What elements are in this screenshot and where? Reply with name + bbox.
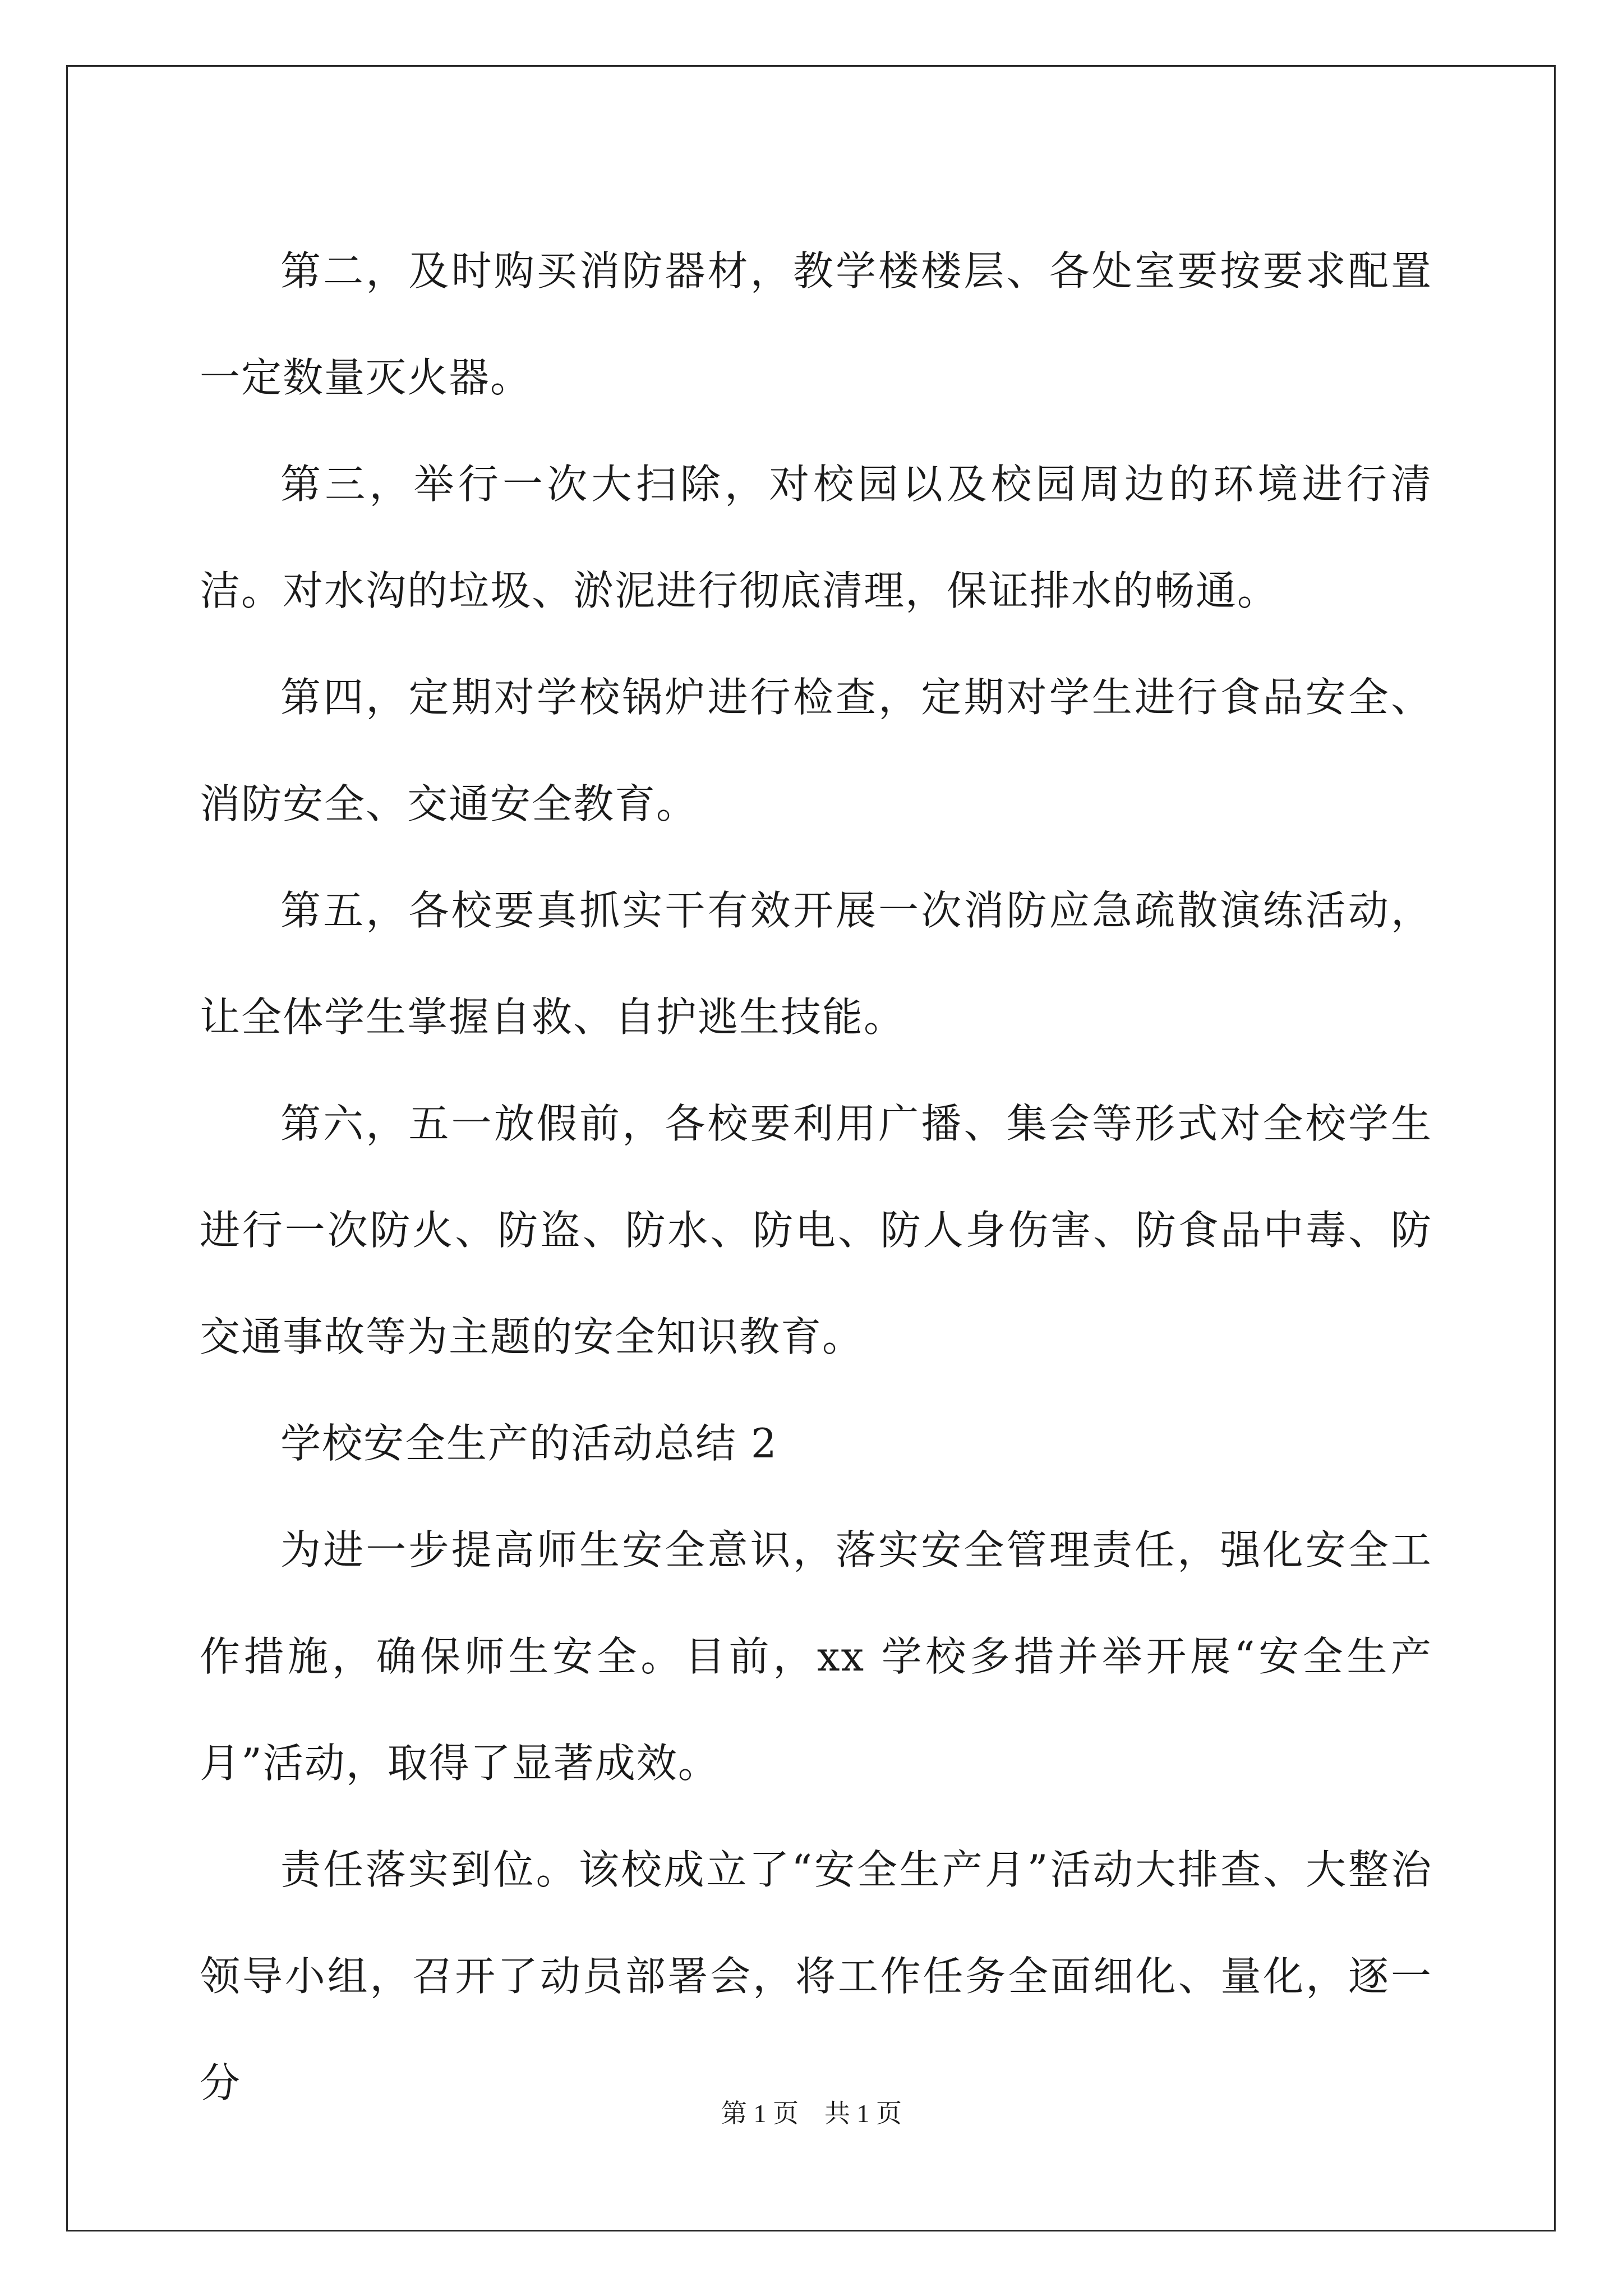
- document-body: [200, 218, 1432, 2136]
- paragraph-item-6: 第六，五一放假前，各校要利用广播、集会等形式对全校学生进行一次防火、防盗、防水、防电、防人身伤害、防食品中毒、防交通事故等为主题的安全知识教育。: [200, 1100, 1432, 1360]
- paragraph-item-5: 第五，各校要真抓实干有效开展一次消防应急疏散演练活动，让全体学生掌握自救、自护逃生技能。: [200, 887, 1432, 1041]
- page-number-current: 第 1 页: [721, 2099, 799, 2128]
- page-footer: [0, 2097, 1623, 2131]
- paragraph-responsibility: 责任落实到位。该校成立了“安全生产月”活动大排查、大整治领导小组，召开了动员部署会，将工作任务全面细化、量化，逐一分: [200, 1846, 1432, 2106]
- page-number-total: 共 1 页: [824, 2099, 902, 2128]
- section-heading: 学校安全生产的活动总结 2: [280, 1420, 778, 1467]
- paragraph-item-3: 第三，举行一次大扫除，对校园以及校园周边的环境进行清洁。对水沟的垃圾、淤泥进行彻底清理，保证排水的畅通。: [200, 461, 1432, 614]
- paragraph-item-2: 第二，及时购买消防器材，教学楼楼层、各处室要按要求配置一定数量灭火器。: [200, 247, 1432, 401]
- paragraph-item-4: 第四，定期对学校锅炉进行检查，定期对学生进行食品安全、消防安全、交通安全教育。: [200, 674, 1432, 827]
- paragraph-intro: 为进一步提高师生安全意识，落实安全管理责任，强化安全工作措施，确保师生安全。目前，xx 学校多措并举开展“安全生产月”活动，取得了显著成效。: [200, 1526, 1432, 1787]
